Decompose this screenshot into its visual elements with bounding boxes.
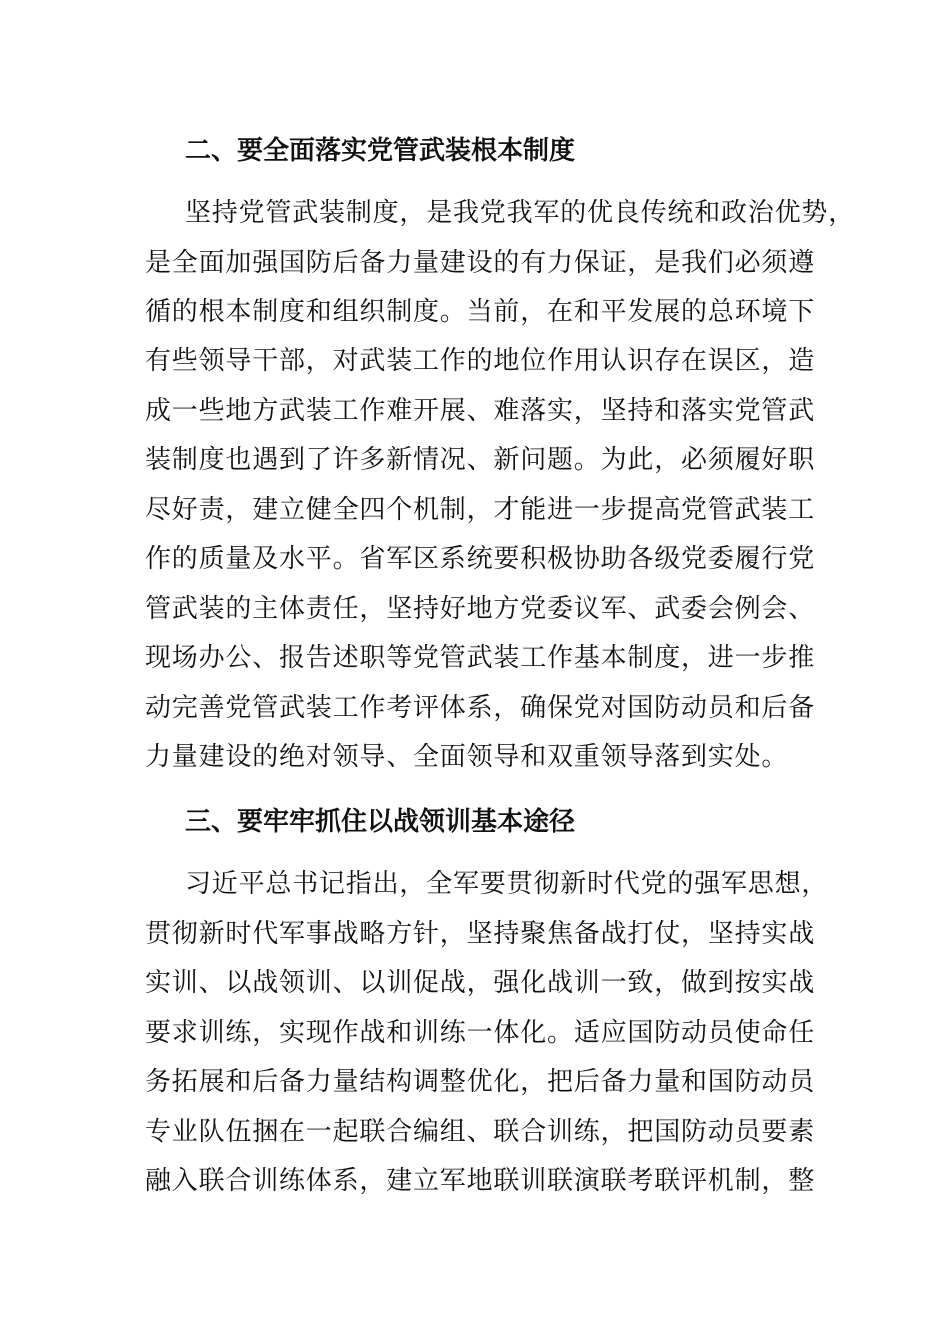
section-3-line-1: 习近平总书记指出，全军要贯彻新时代党的强军思想， bbox=[185, 869, 829, 899]
section-2-line-8: 作的质量及水平。省军区系统要积极协助各级党委履行党 bbox=[145, 544, 816, 574]
section-2-line-11: 动完善党管武装工作考评体系，确保党对国防动员和后备 bbox=[145, 693, 816, 723]
section-2-line-5: 成一些地方武装工作难开展、难落实，坚持和落实党管武 bbox=[145, 396, 816, 426]
section-2-line-4: 有些领导干部，对武装工作的地位作用认识存在误区，造 bbox=[145, 346, 816, 376]
section-2-line-1: 坚持党管武装制度，是我党我军的优良传统和政治优势， bbox=[185, 198, 856, 228]
section-3-line-2: 贯彻新时代军事战略方针，坚持聚焦备战打仗，坚持实战 bbox=[145, 919, 816, 949]
section-3-line-7: 融入联合训练体系，建立军地联训联演联考联评机制，整 bbox=[145, 1166, 816, 1196]
section-3-line-5: 务拓展和后备力量结构调整优化，把后备力量和国防动员 bbox=[145, 1067, 816, 1097]
section-2-line-9: 管武装的主体责任，坚持好地方党委议军、武委会例会、 bbox=[145, 594, 816, 624]
section-2-line-10: 现场办公、报告述职等党管武装工作基本制度，进一步推 bbox=[145, 643, 816, 673]
section-3-heading: 三、要牢牢抓住以战领训基本途径 bbox=[185, 807, 576, 837]
section-2-line-3: 循的根本制度和组织制度。当前，在和平发展的总环境下 bbox=[145, 297, 816, 327]
section-2-line-2: 是全面加强国防后备力量建设的有力保证，是我们必须遵 bbox=[145, 248, 816, 278]
section-3-line-6: 专业队伍捆在一起联合编组、联合训练，把国防动员要素 bbox=[145, 1117, 816, 1147]
section-2-line-7: 尽好责，建立健全四个机制，才能进一步提高党管武装工 bbox=[145, 495, 816, 525]
section-2-heading: 二、要全面落实党管武装根本制度 bbox=[185, 136, 576, 166]
section-2-line-12: 力量建设的绝对领导、全面领导和双重领导落到实处。 bbox=[145, 742, 789, 772]
section-3-line-4: 要求训练，实现作战和训练一体化。适应国防动员使命任 bbox=[145, 1018, 816, 1048]
section-2-line-6: 装制度也遇到了许多新情况、新问题。为此，必须履好职 bbox=[145, 445, 816, 475]
section-3-line-3: 实训、以战领训、以训促战，强化战训一致，做到按实战 bbox=[145, 968, 816, 998]
